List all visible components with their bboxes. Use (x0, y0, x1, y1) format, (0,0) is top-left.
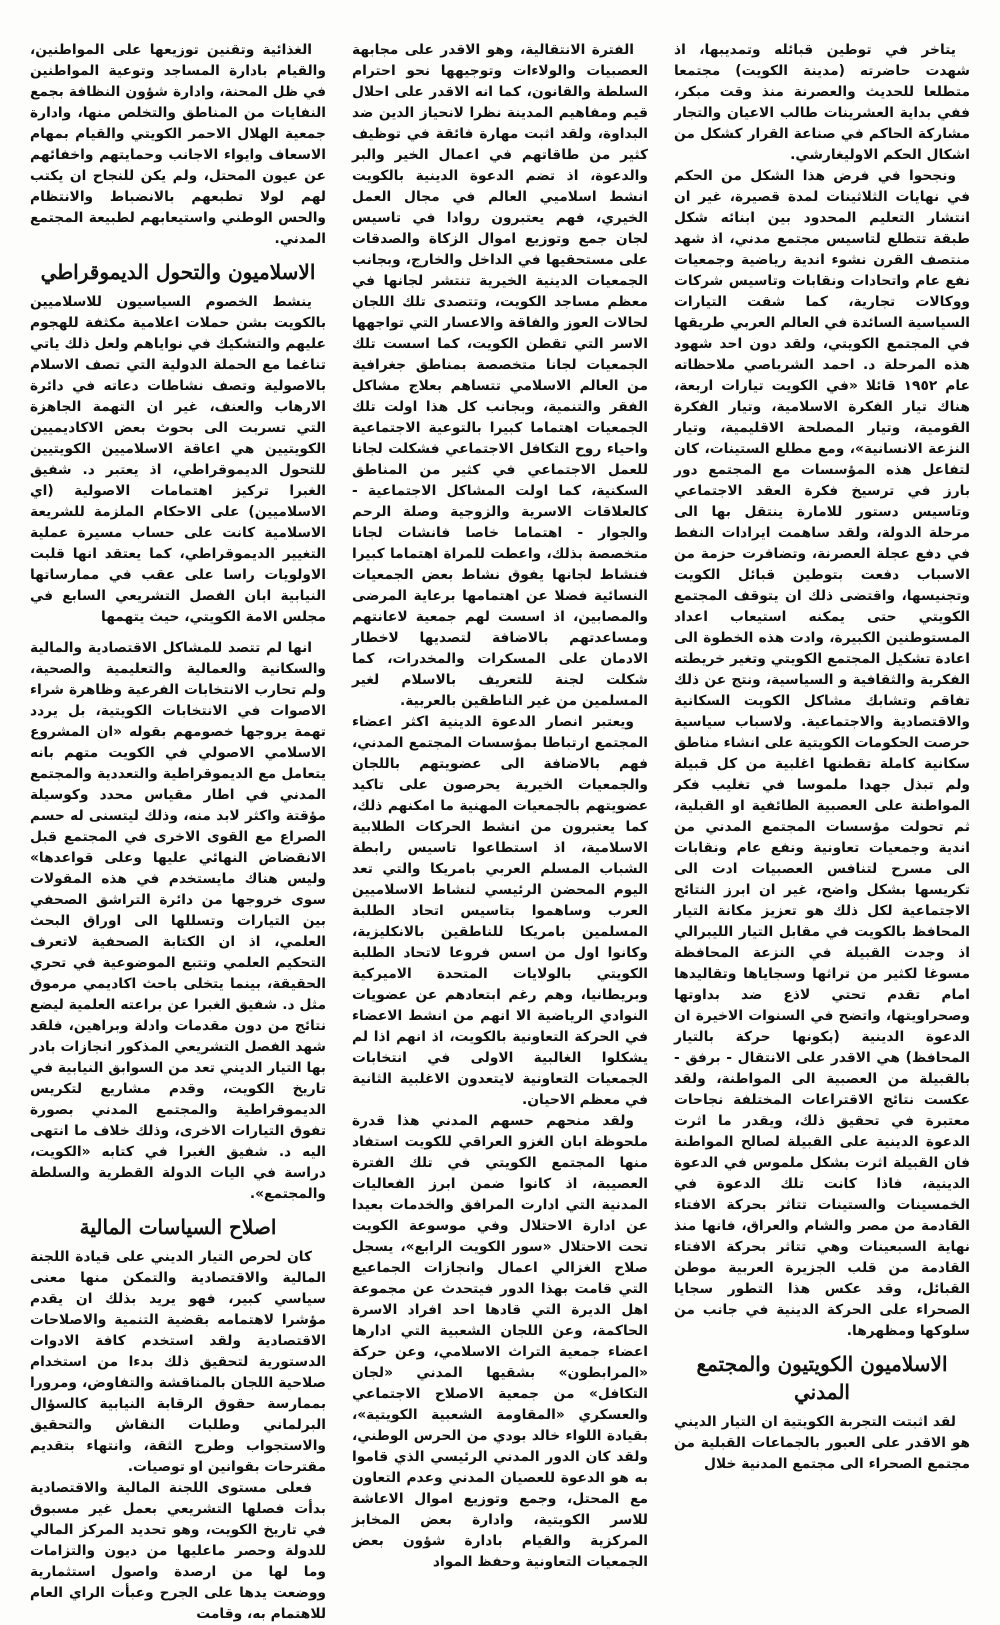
paragraph-spacer (30, 628, 326, 638)
paragraph: ولقد منحهم حسهم المدني هذا قدرة ملحوظة ابان الغزو العراقي للكويت استفاد منها المجتمع الكويتي في تلك الفترة العصيبة، اذ كانوا ضمن ابرز الفعاليات المدنية التي ادارت المرافق والخدمات بعيدا عن ادارة الاحتلال وفي موسوعة الكويت تحت الاحتلال «سور الكويت الرابع»، يسجل صلاح الغزالي اعمال وانجازات الجماعيع التي قامت بهذا الدور فيتحدث عن مجموعة اهل الديرة التي قادها احد افراد الاسرة الحاكمة، وعن اللجان الشعبية التي ادارها اعضاء جمعية التراث الاسلامي، وعن حركة «المرابطون» بشقيها المدني «لجان التكافل» من جمعية الاصلاح الاجتماعي والعسكري «المقاومة الشعبية الكويتية»، بقيادة اللواء خالد بودي من الحرس الوطني، ولقد كان الدور المدني الرئيسي الذي قاموا به هو الدعوة للعصيان المدني وعدم التعاون مع المحتل، وجمع وتوزيع اموال الاعاشة للاسر الكويتية، وادارة بعض المخابز المركزية والقيام بادارة شؤون بعض الجمعيات التعاونية وحفظ المواد (352, 1113, 648, 1570)
paragraph: ويعتبر انصار الدعوة الدينية اكثر اعضاء المجتمع ارتباطا بمؤسسات المجتمع المدني، فهم بالاضافة الى عضويتهم باللجان والجمعيات الخيرية يحرصون على تاكيد عضويتهم بالجمعيات المهنية ما امكنهم ذلك، كما يعتبرون من انشط الحركات الطلابية الاسلامية، اذ استطاعوا تاسيس رابطة الشباب المسلم العربي بامريكا والتي تعد اليوم المحضن الرئيسي لنشاط الاسلاميين العرب وساهموا بتاسيس اتحاد الطلبة المسلمين بامريكا للناطقين بالانكليزية، وكانوا اول من اسس فروعا لاتحاد الطلبة الكويتي بالولايات المتحدة الاميركية وبريطانيا، وهم رغم ابتعادهم عن عضويات النوادي الرياضية الا انهم من انشط الاعضاء في الحركة التعاونية بالكويت، اذ انهم اذا لم يشكلوا الغالبية الاولى في انتخابات الجمعيات التعاونية لايتعدون الاغلبية الثانية في معظم الاحيان. (352, 714, 648, 1108)
column-left (30, 40, 326, 1622)
paragraph: الفترة الانتقالية، وهو الاقدر على مجابهة العصبيات والولاءات وتوجيهها نحو احترام السلطة والقانون، كما انه الاقدر على احلال قيم ومفاهيم المدينة نظرا لانحياز الدين ضد البداوة، ولقد اثبت مهارة فائقة في توظيف كثير من طاقاتهم في اعمال الخير والبر والدعوة، اذ تضم الدعوة الدينية بالكويت انشط اسلاميي العالم في مجال العمل الخيري، فهم يعتبرون روادا في تاسيس لجان جمع وتوزيع اموال الزكاة والصدقات على مستحقيها في الداخل والخارج، وبجانب الجمعيات الدينية الخيرية تنتشر لجانها في معظم مساجد الكويت، وتتصدى تلك اللجان لحالات العوز والفاقة والاعسار التي تواجهها الاسر التي تقطن الكويت، كما اسست تلك الجمعيات لجانا متخصصة بمناطق جغرافية من العالم الاسلامي تتساهم بعلاج مشاكل الفقر والتنمية، وبجانب كل هذا اولت تلك الجمعيات اهتماما كبيرا بالتوعية الاجتماعية واحياء روح التكافل الاجتماعي فشكلت لجانا للعمل الاجتماعي في كثير من المناطق السكنية، كما اولت المشاكل الاجتماعية - كالعلاقات الاسرية والزوجية وصلة الرحم والجوار - اهتماما خاصا فانشات لجانا متخصصة بذلك، واعطت للمراة اهتماما كبيرا فنشاط لجانها يفوق نشاط بعض الجمعيات النسائية فضلا عن اهتمامها برعاية المرضى والمصابين، اذ اسست لهم جمعية لاعانتهم ومساعدتهم بالاضافة لتصديها لاخطار الادمان على المسكرات والمخدرات، كما شكلت لجنة للتعريف بالاسلام لغير المسلمين من غير الناطقين بالعربية. (352, 42, 648, 709)
section-heading: اصلاح السياسات المالية (79, 1215, 277, 1239)
column-right (674, 40, 970, 1472)
paragraph: ونجحوا في فرض هذا الشكل من الحكم في نهايات الثلاثينات لمدة قصيرة، غير ان انتشار التعليم المحدود بين ابنائه شكل طبقة تتطلع لتاسيس مجتمع مدني، اذ شهد منتصف القرن نشوء اندية رياضية وجمعيات نفع عام واتحادات ونقابات وتاسيس شركات ووكالات تجارية، كما شقت التيارات السياسية السائدة في العالم العربي طريقها في المجتمع الكويتي، ولقد دون احد شهود هذه المرحلة د. احمد الشرباصي ملاحظاته عام ١٩٥٢ قائلا «في الكويت تيارات اربعة، هناك تيار الفكرة الاسلامية، وتيار الفكرة القومية، وتيار المصلحة الاقليمية، وتيار النزعة الانسانية»، ومع مطلع الستينات، كان لتفاعل هذه المؤسسات مع المجتمع دور بارز في ترسيخ فكرة العقد الاجتماعي وتاسيس دستور للامارة ينتقل بها الى مرحلة الدولة، ولقد ساهمت ايرادات النفط في دفع عجلة العصرنة، وتضافرت حزمة من الاسباب دفعت بتوطين قبائل الكويت وتجنيسها، واقتضى ذلك ان يتوقف المجتمع الكويتي حتى يمكنه استيعاب اعداد المستوطنين الكبيرة، وادت هذه الخطوة الى اعادة تشكيل المجتمع الكويتي وتغير خريطته الفكرية والثقافية و السياسية، ونتج عن ذلك تفاقم وتشابك مشاكل الكويت السكانية والاقتصادية والاجتماعية. ولاسباب سياسية حرصت الحكومات الكويتية على انشاء مناطق سكانية كاملة تقطنها اغلبية من كل قبيلة ولم تبذل جهدا ملموسا في تغليب فكر المواطنة على العصبية الطائفية او القبلية، ثم تحولت مؤسسات المجتمع المدني من اندية وجمعيات تعاونية ونفع عام ونقابات الى مسرح لتنافس العصبيات ادت الى تكريسها بشكل واضح، غير ان ابرز النتائج الاجتماعية لكل ذلك هو تعزيز مكانة التيار المحافظ بالكويت في مقابل التيار الليبرالي اذ وجدت القبيلة في النزعة المحافظة مسوغا لكثير من تراثها وسجاياها وتقاليدها امام تقدم تحتي لاذع ضد بداوتها وصحراويتها، واتضح في السنوات الاخيرة ان الدعوة الدينية (بكونها حركة بالتيار المحافظ) هي الاقدر على الانتقال - برفق - بالقبيلة من العصبية الى المواطنة، ولقد عكست نتائج الاقتراعات المختلفة نجاحات معتبرة في تحقيق ذلك، ويقدر ما اثرت الدعوة الدينية على القبيلة لصالح المواطنة فان القبيلة اثرت بشكل ملموس في الدعوة الدينية، فاذا كانت تلك الدعوة في الخمسينات والستينات تتاثر بحركة الافتاء القادمة من مصر والشام والعراق، فانها منذ نهاية السبعينات وهي تتاثر بحركة الافتاء القادمة من قلب الجزيرة العربية موطن القبائل، وقد عكس هذا التطور سجايا الصحراء على الحركة الدينية في جانب من سلوكها ومظهرها. (674, 168, 970, 1339)
paragraph: كان لحرص التيار الديني على قيادة اللجنة المالية والاقتصادية والتمكن منها معنى سياسي كبير، فهو يريد بذلك ان يقدم مؤشرا لاهتمامه بقضية التنمية والاصلاحات الاقتصادية ولقد استخدم كافة الادوات الدستورية لتحقيق ذلك بدءا من استخدام صلاحية اللجان بالمناقشة والتفاوض، ومرورا بممارسة حقوق الرقابة النيابية كالسؤال البرلماني وطلبات النقاش والتحقيق والاستجواب وطرح الثقة، وانتهاء بتقديم مقترحات بقوانين او توصيات. (30, 1249, 326, 1475)
paragraph: الغذائية وتقنين توزيعها على المواطنين، والقيام بادارة المساجد وتوعية المواطنين في ظل المحنة، وادارة شؤون النظافة بجمع النفايات من المناطق والتخلص منها، وادارة جمعية الهلال الاحمر الكويتي والقيام بمهام الاسعاف وايواء الاجانب وحمايتهم واخفائهم عن عيون المحتل، ولم يكن للنجاح ان يكتب لهم لولا تطبعهم بالانضباط والانتظام والحس الوطني واستيعابهم لطبيعة المجتمع المدني. (30, 42, 326, 247)
paragraph: انها لم تتصد للمشاكل الاقتصادية والمالية والسكانية والعمالية والتعليمية والصحية، ولم تحارب الانتخابات الفرعية وظاهرة شراء الاصوات في الانتخابات الكويتية، بل يردد تهمة يروجها خصومهم بقوله «ان المشروع الاسلامي الاصولي في الكويت متهم بانه يتعامل مع الديموقراطية والتعددية والمجتمع المدني في اطار مقياس محدد وكوسيلة مؤقتة واكثر لابد منه، وذلك ليتسنى له حسم الصراع مع القوى الاخرى في المجتمع قبل الانقضاض النهائي عليها وعلى قواعدها» وليس هناك مايستخدم في هذه المقولات سوى خروجها من دائرة التراشق الصحفي بين التيارات وتسللها الى اوراق البحث العلمي، اذ ان الكتابة الصحفية لاتعرف التحكيم العلمي وتتبع الموضوعية في تحري الحقيقة، بينما يتخلى باحث اكاديمي مرموق مثل د. شفيق الغبرا عن براعته العلمية ليضع نتائج من دون مقدمات وادلة وبراهين، فلقد شهد الفصل التشريعي المذكور انجازات بادر بها التيار الديني تعد من السوابق النيابية في تاريخ الكويت، وقدم مشاريع لتكريس الديموقراطية والمجتمع المدني بصورة تفوق التيارات الاخرى، وذلك خلاف ما انتهى اليه د. شفيق الغبرا في كتابه «الكويت، دراسة في اليات الدولة القطرية والسلطة والمجتمع». (30, 640, 326, 1202)
paragraph: يتاخر في توطين قبائله وتمديبها، اذ شهدت حاضرته (مدينة الكويت) مجتمعا متطلعا للحديث والعصرنة منذ وقت مبكر، ففي بداية العشرينات طالب الاعيان والتجار مشاركة الحاكم في صناعة القرار كشكل من اشكال الحكم الاوليغارشي. (674, 42, 970, 163)
column-middle (352, 40, 648, 1570)
paragraph: لقد اثبتت التجربة الكويتية ان التيار الديني هو الاقدر على العبور بالجماعات القبلية من مجتمع الصحراء الى مجتمع المدنية خلال (674, 1414, 970, 1472)
paragraph: ينشط الخصوم السياسيون للاسلاميين بالكويت بشن حملات اعلامية مكثفة للهجوم عليهم والتشكيك في نواياهم ولعل ذلك ياتي تناغما مع الحملة الدولية التي تصف الاسلام بالاصولية وتصف نشاطات دعاته في دائرة الارهاب والعنف، غير ان التهمة الجاهزة التي تسربت الى بحوث بعض الاكاديميين الكويتيين هي اعاقة الاسلاميين الكويتيين للتحول الديموقراطي، اذ يعتبر د. شفيق الغبرا تركيز اهتمامات الاصولية (اي الاسلاميين) على الاحكام الملزمة للشريعة الاسلامية كانت على حساب مسيرة عملية التغيير الديموقراطي، كما يعتقد انها قلبت الاولويات راسا على عقب في ممارساتها النيابية ابان الفصل التشريعي السابع في مجلس الامة الكويتي، حيث يتهمها (30, 294, 326, 625)
section-heading: الاسلاميون والتحول الديموقراطي (40, 260, 316, 284)
paragraph: فعلى مستوى اللجنة المالية والاقتصادية بدأت فصلها التشريعي بعمل غير مسبوق في تاريخ الكويت، وهو تحديد المركز المالي للدولة وحصر ماعليها من ديون والتزامات وما لها من ارصدة واصول استثمارية ووضعت يدها على الجرح وعبأت الراي العام للاهتمام به، وقامت (30, 1480, 326, 1622)
section-heading: الاسلاميون الكويتيون والمجتمع المدني (696, 1352, 948, 1404)
